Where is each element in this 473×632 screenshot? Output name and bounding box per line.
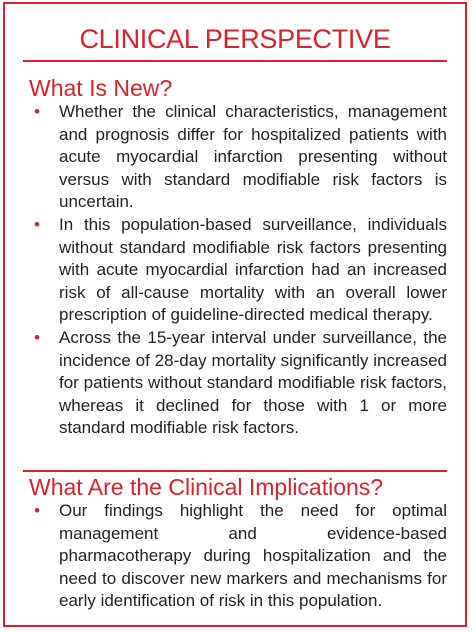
list-item-text: In this population-based surveillance, individuals without standard modifiable risk factors presenting with acute myocardial infarction had an increased risk of all-cause mortality with an overall lower prescription of guideline-directed medical therapy.: [59, 214, 447, 325]
list-item: [29, 327, 447, 440]
section-heading-clinical-implications: What Are the Clinical Implications?: [29, 474, 384, 500]
bullet-icon: •: [34, 102, 40, 121]
list-what-is-new: [29, 101, 447, 440]
bullet-icon: •: [34, 501, 40, 520]
list-item-text: Whether the clinical characteristics, management and prognosis differ for hospitalized patients with acute myocardial infarction presenting without versus with standard modifiable risk factors is uncertain.: [59, 102, 447, 212]
list-clinical-implications: [29, 500, 447, 613]
box-title: CLINICAL PERSPECTIVE: [79, 24, 391, 54]
list-item-text: Our findings highlight the need for optimal management and evidence-based pharmacotherapy during hospitalization and the need to discover new markers and mechanisms for early identification of risk in this population.: [59, 501, 447, 611]
perspective-box: [3, 2, 467, 627]
divider-middle: [23, 470, 447, 472]
section-heading-what-is-new: What Is New?: [29, 75, 173, 101]
list-item-text: Across the 15-year interval under surveillance, the incidence of 28-day mortality significantly increased for patients without standard modifiable risk factors, whereas it declined for those with 1 or more standard modifiable risk factors.: [59, 327, 447, 438]
list-item: [29, 214, 447, 327]
list-item: [29, 101, 447, 214]
divider-top: [23, 60, 447, 62]
list-item: [29, 500, 447, 613]
bullet-icon: •: [34, 214, 40, 234]
bullet-icon: •: [34, 327, 40, 347]
